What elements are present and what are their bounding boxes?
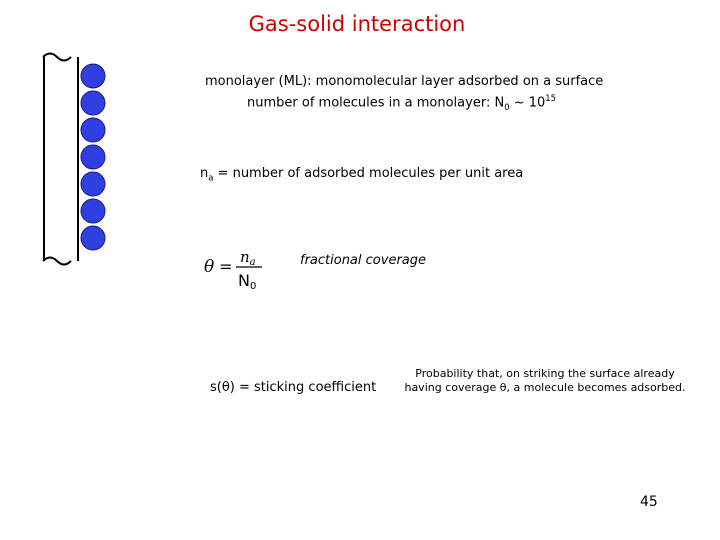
na-subscript: a bbox=[208, 172, 214, 183]
probability-explanation bbox=[400, 367, 690, 395]
probability-line-2: having coverage θ, a molecule becomes adsorbed. bbox=[404, 381, 686, 394]
eq-theta: θ bbox=[204, 257, 215, 277]
molecule-4 bbox=[81, 145, 105, 169]
monolayer-count-sub: 0 bbox=[504, 101, 510, 112]
monolayer-count-sup: 15 bbox=[545, 93, 557, 103]
sticking-coefficient: s(θ) = sticking coefficient bbox=[210, 380, 377, 395]
slide-title: Gas-solid interaction bbox=[248, 12, 466, 36]
eq-denominator-n: N bbox=[238, 271, 250, 290]
eq-denominator bbox=[238, 271, 256, 292]
probability-line-1: Probability that, on striking the surface already bbox=[415, 367, 675, 380]
coverage-equation bbox=[202, 243, 272, 293]
na-definition-text: = number of adsorbed molecules per unit area bbox=[213, 166, 524, 181]
eq-numerator-sub: a bbox=[249, 257, 256, 268]
molecule-5 bbox=[81, 172, 105, 196]
surface-top-edge bbox=[43, 54, 71, 61]
eq-equals: = bbox=[219, 257, 233, 276]
molecule-3 bbox=[81, 118, 105, 142]
surface-illustration bbox=[38, 45, 118, 275]
eq-numerator bbox=[240, 248, 256, 268]
molecule-7 bbox=[81, 226, 105, 250]
fractional-coverage-label: fractional coverage bbox=[300, 253, 427, 268]
molecule-6 bbox=[81, 199, 105, 223]
eq-denominator-sub: 0 bbox=[249, 281, 257, 292]
molecule-2 bbox=[81, 91, 105, 115]
monolayer-count-mid: ~ 10 bbox=[509, 95, 546, 111]
molecule-1 bbox=[81, 64, 105, 88]
page-number: 45 bbox=[640, 494, 658, 510]
monolayer-count bbox=[247, 93, 556, 112]
eq-numerator-n: n bbox=[240, 248, 250, 266]
adsorbed-molecules-definition bbox=[200, 166, 523, 183]
monolayer-definition: monolayer (ML): monomolecular layer adsorbed on a surface bbox=[205, 74, 604, 89]
surface-bottom-edge bbox=[43, 258, 71, 265]
na-symbol: n bbox=[200, 166, 209, 181]
monolayer-count-prefix: number of molecules in a monolayer: N bbox=[247, 95, 505, 111]
